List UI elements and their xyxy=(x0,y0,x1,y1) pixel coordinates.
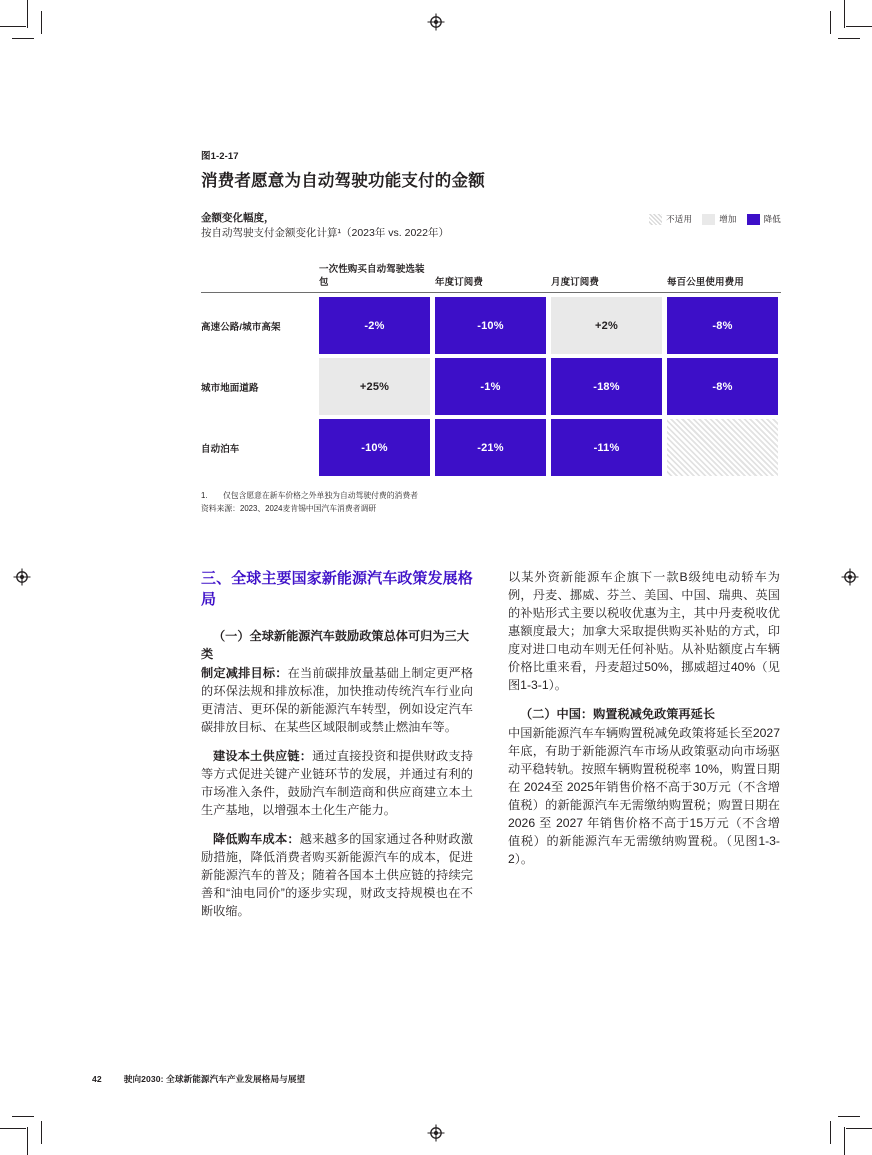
legend-label-increase: 增加 xyxy=(719,214,737,224)
registration-target-top xyxy=(427,13,445,31)
row-header-2: 自动泊车 xyxy=(201,443,240,455)
table-row xyxy=(201,358,781,415)
crop-mark-top-right-h xyxy=(846,26,872,27)
sub-heading-2: （二）中国：购置税减免政策再延长 xyxy=(520,707,715,721)
heatmap-cell-0-0: -2% xyxy=(319,297,430,354)
legend-item-na xyxy=(649,213,692,225)
heatmap-cell-1-3: -8% xyxy=(667,358,778,415)
right-paragraph-1: 以某外资新能源车企旗下一款B级纯电动轿车为例，丹麦、挪威、芬兰、美国、中国、瑞典、英国的补贴形式主要以税收优惠为主，其中丹麦税收优惠额度最大；加拿大采取提供购买补贴的方式，印度对进口电动车则无任何补贴。从补贴额度占车辆价格比重来看，丹麦超过50%，挪威超过40%（见图1-3-1）。 xyxy=(508,570,780,692)
legend-item-increase xyxy=(702,213,736,225)
crop-mark-bottom-left-h xyxy=(0,1128,26,1129)
row-header-1: 城市地面道路 xyxy=(201,382,259,394)
heatmap-header-row xyxy=(201,263,781,293)
heatmap-cell-2-2: -11% xyxy=(551,419,662,476)
page-number: 42 xyxy=(92,1074,102,1084)
exhibit-subtitle-bold: 金额变化幅度， xyxy=(201,212,275,224)
left-column xyxy=(201,568,473,931)
crop-mark-top-right-inner-h xyxy=(838,38,860,39)
registration-target-left xyxy=(13,568,31,586)
right-column xyxy=(508,568,780,931)
legend-swatch-na-icon xyxy=(649,214,662,225)
sub-heading-1: （一）全球新能源汽车鼓励政策总体可归为三大类 xyxy=(201,629,469,661)
paragraph-1-text: 在当前碳排放量基础上制定更严格的环保法规和排放标准，加快推动传统汽车行业向更清洁、更环保的新能源汽车转型，例如设定汽车碳排放目标、在某些区域限制或禁止燃油车等。 xyxy=(201,666,474,734)
column-header-2: 月度订阅费 xyxy=(551,277,600,288)
legend-item-decrease xyxy=(747,213,781,225)
crop-mark-bottom-right-v xyxy=(844,1127,845,1155)
paragraph-2-text: 通过直接投资和提供财政支持等方式促进关键产业链环节的发展，并通过有利的市场准入条件，鼓励汽车制造商和供应商建立本土生产基地，以增强本土化生产能力。 xyxy=(201,749,473,817)
registration-target-right xyxy=(841,568,859,586)
legend-label-na: 不适用 xyxy=(666,214,693,224)
legend-label-decrease: 降低 xyxy=(763,214,781,224)
exhibit-title: 消费者愿意为自动驾驶功能支付的金额 xyxy=(201,172,485,190)
paragraph-1 xyxy=(201,664,473,736)
legend-swatch-decrease-icon xyxy=(747,214,760,225)
section-heading: 三、全球主要国家新能源汽车政策发展格局 xyxy=(201,570,473,608)
heatmap-cell-1-0: +25% xyxy=(319,358,430,415)
exhibit-footnotes xyxy=(201,490,781,515)
legend-swatch-increase-icon xyxy=(702,214,715,225)
legend xyxy=(645,213,781,225)
footnote-1 xyxy=(201,490,781,502)
heatmap-cell-0-2: +2% xyxy=(551,297,662,354)
paragraph-3 xyxy=(201,830,473,920)
right-paragraph-2: 中国新能源汽车车辆购置税减免政策将延长至2027年底，有助于新能源汽车市场从政策驱动向市场驱动平稳转轨。按照车辆购置税税率 10%，购置日期在 2024至 2025年销售价格不高于30万元（不含增值税）的新能源汽车无需缴纳购置税；购置日期在2026 至 2027 年销售价格不高于15万元（不含增值税）的新能源汽车无需缴纳购置税。（见图1-3-2）。 xyxy=(508,726,780,866)
crop-mark-bottom-left-inner-v xyxy=(41,1121,42,1144)
crop-mark-top-left-inner-v xyxy=(41,11,42,34)
exhibit-source: 资料来源：2023、2024麦肯锡中国汽车消费者调研 xyxy=(201,504,377,513)
heatmap-table xyxy=(201,263,781,476)
crop-mark-bottom-right-inner-h xyxy=(838,1116,860,1117)
crop-mark-top-right-inner-v xyxy=(830,11,831,34)
crop-mark-bottom-right-h xyxy=(846,1128,872,1129)
heatmap-cell-1-2: -18% xyxy=(551,358,662,415)
registration-target-bottom xyxy=(427,1124,445,1142)
heatmap-cell-2-3 xyxy=(667,419,778,476)
paragraph-1-lead: 制定减排目标： xyxy=(201,666,288,680)
exhibit-block xyxy=(201,148,781,515)
table-row xyxy=(201,419,781,476)
crop-mark-top-left-h xyxy=(0,26,26,27)
exhibit-subtitle-row xyxy=(201,211,781,245)
row-header-0: 高速公路/城市高架 xyxy=(201,321,281,333)
heatmap-cell-1-1: -1% xyxy=(435,358,546,415)
column-header-0: 一次性购买自动驾驶选装包 xyxy=(319,264,425,288)
heatmap-cell-0-1: -10% xyxy=(435,297,546,354)
heatmap-cell-0-3: -8% xyxy=(667,297,778,354)
footnote-text: 仅包含愿意在新车价格之外单独为自动驾驶付费的消费者 xyxy=(223,491,418,500)
running-title: 驶向2030: 全球新能源汽车产业发展格局与展望 xyxy=(123,1074,306,1084)
crop-mark-top-left-inner-h xyxy=(12,38,34,39)
crop-mark-bottom-left-inner-h xyxy=(12,1116,34,1117)
paragraph-2-lead: 建设本土供应链： xyxy=(213,749,313,763)
paragraph-2 xyxy=(201,747,473,819)
crop-mark-top-left-v xyxy=(27,0,28,28)
paragraph-3-lead: 降低购车成本： xyxy=(213,832,300,846)
crop-mark-top-right-v xyxy=(844,0,845,28)
paragraph-3-text: 越来越多的国家通过各种财政激励措施，降低消费者购买新能源汽车的成本，促进新能源汽车的普及；随着各国本土供应链的持续完善和“油电同价”的逐步实现，财政支持规模也在不断收缩。 xyxy=(201,832,473,918)
crop-mark-bottom-left-v xyxy=(27,1127,28,1155)
exhibit-number: 图1-2-17 xyxy=(201,151,239,162)
column-header-1: 年度订阅费 xyxy=(435,277,484,288)
heatmap-cell-2-1: -21% xyxy=(435,419,546,476)
column-header-3: 每百公里使用费用 xyxy=(667,277,744,288)
table-row xyxy=(201,297,781,354)
exhibit-subtitle-rest: 按自动驾驶支付金额变化计算¹（2023年 vs. 2022年） xyxy=(201,227,449,239)
body-columns xyxy=(201,568,781,931)
crop-mark-bottom-right-inner-v xyxy=(830,1121,831,1144)
heatmap-cell-2-0: -10% xyxy=(319,419,430,476)
footnote-marker: 1. xyxy=(201,491,208,500)
page-footer xyxy=(92,1073,305,1085)
